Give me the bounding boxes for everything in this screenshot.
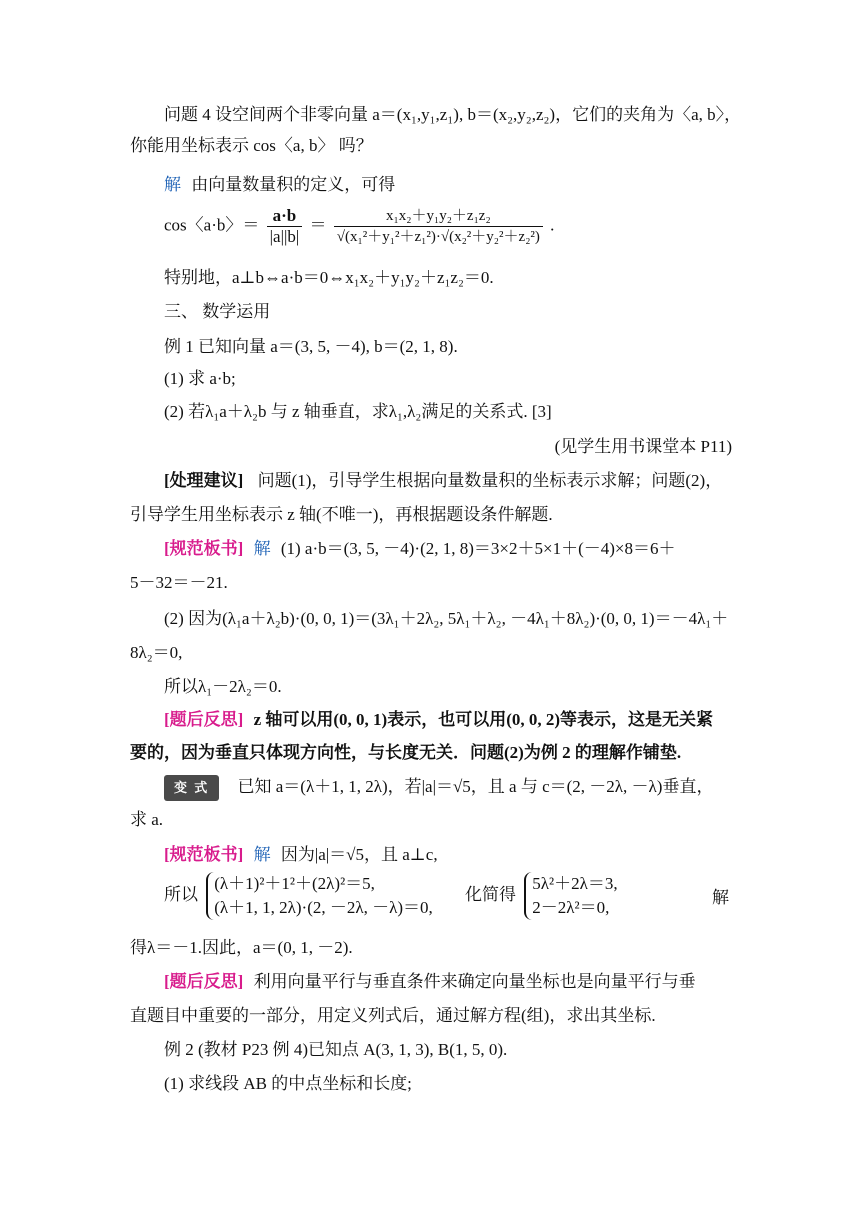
fraction-coords-denominator: √(x₁²＋y₁²＋z₁²)·√(x₂²＋y₂²＋z₂²) [336,229,540,245]
variant-system-row [164,872,734,926]
question-4-line-2: 你能用坐标表示 cos〈a, b〉 吗？ [130,136,373,155]
solution-intro [164,173,764,197]
formula-period: . [550,215,555,235]
variant-text: 已知 a＝(λ＋1, 1, 2λ)，若|a|＝√5，且 a 与 c＝(2, －2λ, －λ)垂直， [237,777,714,796]
example-1-part-1: (1) 求 a·b; [164,369,236,388]
reflection-1-line-2: 要的，因为垂直只体现方向性，与长度无关．问题(2)为例 2 的理解作铺垫. [130,743,682,762]
reflection-2-line-2: 直题目中重要的一部分，用定义列式后，通过解方程(组)，求出其坐标. [130,1006,656,1025]
system-1-eq-1: (λ＋1)²＋1²＋(2λ)²＝5, [214,874,375,893]
standard-board-tag: [规范板书] [164,539,244,558]
example-1-part-2: (2) 若λ₁a＋λ₂b 与 z 轴垂直，求λ₁,λ₂满足的关系式. [3] [164,402,552,421]
variant-board-tag: [规范板书] [164,845,244,864]
advice-line-2: 引导学生用坐标表示 z 轴(不唯一)，再根据题设条件解题. [130,505,553,524]
standard-board-solution-label: 解 [253,539,271,558]
section-3-heading: 三、 数学运用 [164,302,271,321]
advice-text: 问题(1)，引导学生根据向量数量积的坐标表示求解；问题(2)， [257,471,723,490]
variant-solution-label: 解 [253,845,271,864]
system-2-eq-2: 2－2λ²＝0, [532,898,610,917]
system-1-eq-2: (λ＋1, 1, 2λ)·(2, －2λ, －λ)＝0, [214,898,433,917]
reflection-2-line-1 [164,970,764,994]
reference-note: (见学生用书课堂本 P11) [554,437,732,456]
fraction-ab-numerator: a·b [267,206,303,227]
jie-label: 解 [712,888,729,907]
standard-board-part-2-cont: 8λ₂＝0, [130,643,183,662]
variant-line-2: 求 a. [130,810,164,829]
fraction-ab [267,206,303,247]
standard-board-part-1-cont: 5－32＝－21. [130,573,228,592]
cos-formula [164,206,764,260]
standard-board-part-2-result: 所以λ₁－2λ₂＝0. [164,677,282,696]
advice-tag: [处理建议] [164,471,244,490]
example-2: 例 2 (教材 P23 例 4)已知点 A(3, 1, 3), B(1, 5, 0). [164,1040,508,1059]
fraction-coords-numerator: x₁x₂＋y₁y₂＋z₁z₂ [334,206,543,227]
so-label: 所以 [164,884,198,904]
variant-result: 得λ＝－1.因此，a＝(0, 1, －2). [130,938,353,957]
question-4-line-1: 问题 4 设空间两个非零向量 a＝(x₁,y₁,z₁), b＝(x₂,y₂,z₂)，它们的夹角为〈a, b〉， [164,105,742,124]
example-2-part-1: (1) 求线段 AB 的中点坐标和长度; [164,1074,412,1093]
reflection-tag: [题后反思] [164,710,244,729]
advice-line-1 [164,469,764,493]
equals-sign: ＝ [309,215,327,235]
standard-board-part-1: (1) a·b＝(3, 5, －4)·(2, 1, 8)＝3×2＋5×1＋(－4)×8＝6＋ [280,539,676,558]
equation-system-1 [206,872,433,920]
variant-solution-1 [164,843,764,867]
standard-board-part-2: (2) 因为(λ₁a＋λ₂b)·(0, 0, 1)＝(3λ₁＋2λ₂, 5λ₁＋λ₂, －4λ₁＋8λ₂)·(0, 0, 1)＝－4λ₁＋ [164,609,729,628]
reflection-2-text: 利用向量平行与垂直条件来确定向量坐标也是向量平行与垂 [253,972,696,991]
reflection-text: z 轴可以用(0, 0, 1)表示，也可以用(0, 0, 2)等表示，这是无关紧 [253,710,714,729]
special-case: 特别地，a⊥b⇔a·b＝0⇔x₁x₂＋y₁y₂＋z₁z₂＝0. [164,268,494,287]
solution-text: 由向量数量积的定义，可得 [191,175,396,194]
standard-board-1 [164,537,764,561]
variant-solution-text: 因为|a|＝√5，且 a⊥c, [280,845,438,864]
fraction-coords [334,206,543,247]
simplify-label: 化简得 [465,884,517,904]
variant-badge: 变 式 [164,775,219,801]
fraction-ab-denominator: |a||b| [269,227,300,246]
reflection-1-line-1 [164,708,764,732]
reflection-2-tag: [题后反思] [164,972,244,991]
example-1: 例 1 已知向量 a＝(3, 5, －4), b＝(2, 1, 8). [164,337,458,356]
equation-system-2 [524,872,617,920]
solution-label: 解 [164,175,181,194]
variant-line-1 [164,775,764,801]
system-2-eq-1: 5λ²＋2λ＝3, [532,874,618,893]
cos-lhs: cos〈a·b〉＝ [164,215,260,235]
